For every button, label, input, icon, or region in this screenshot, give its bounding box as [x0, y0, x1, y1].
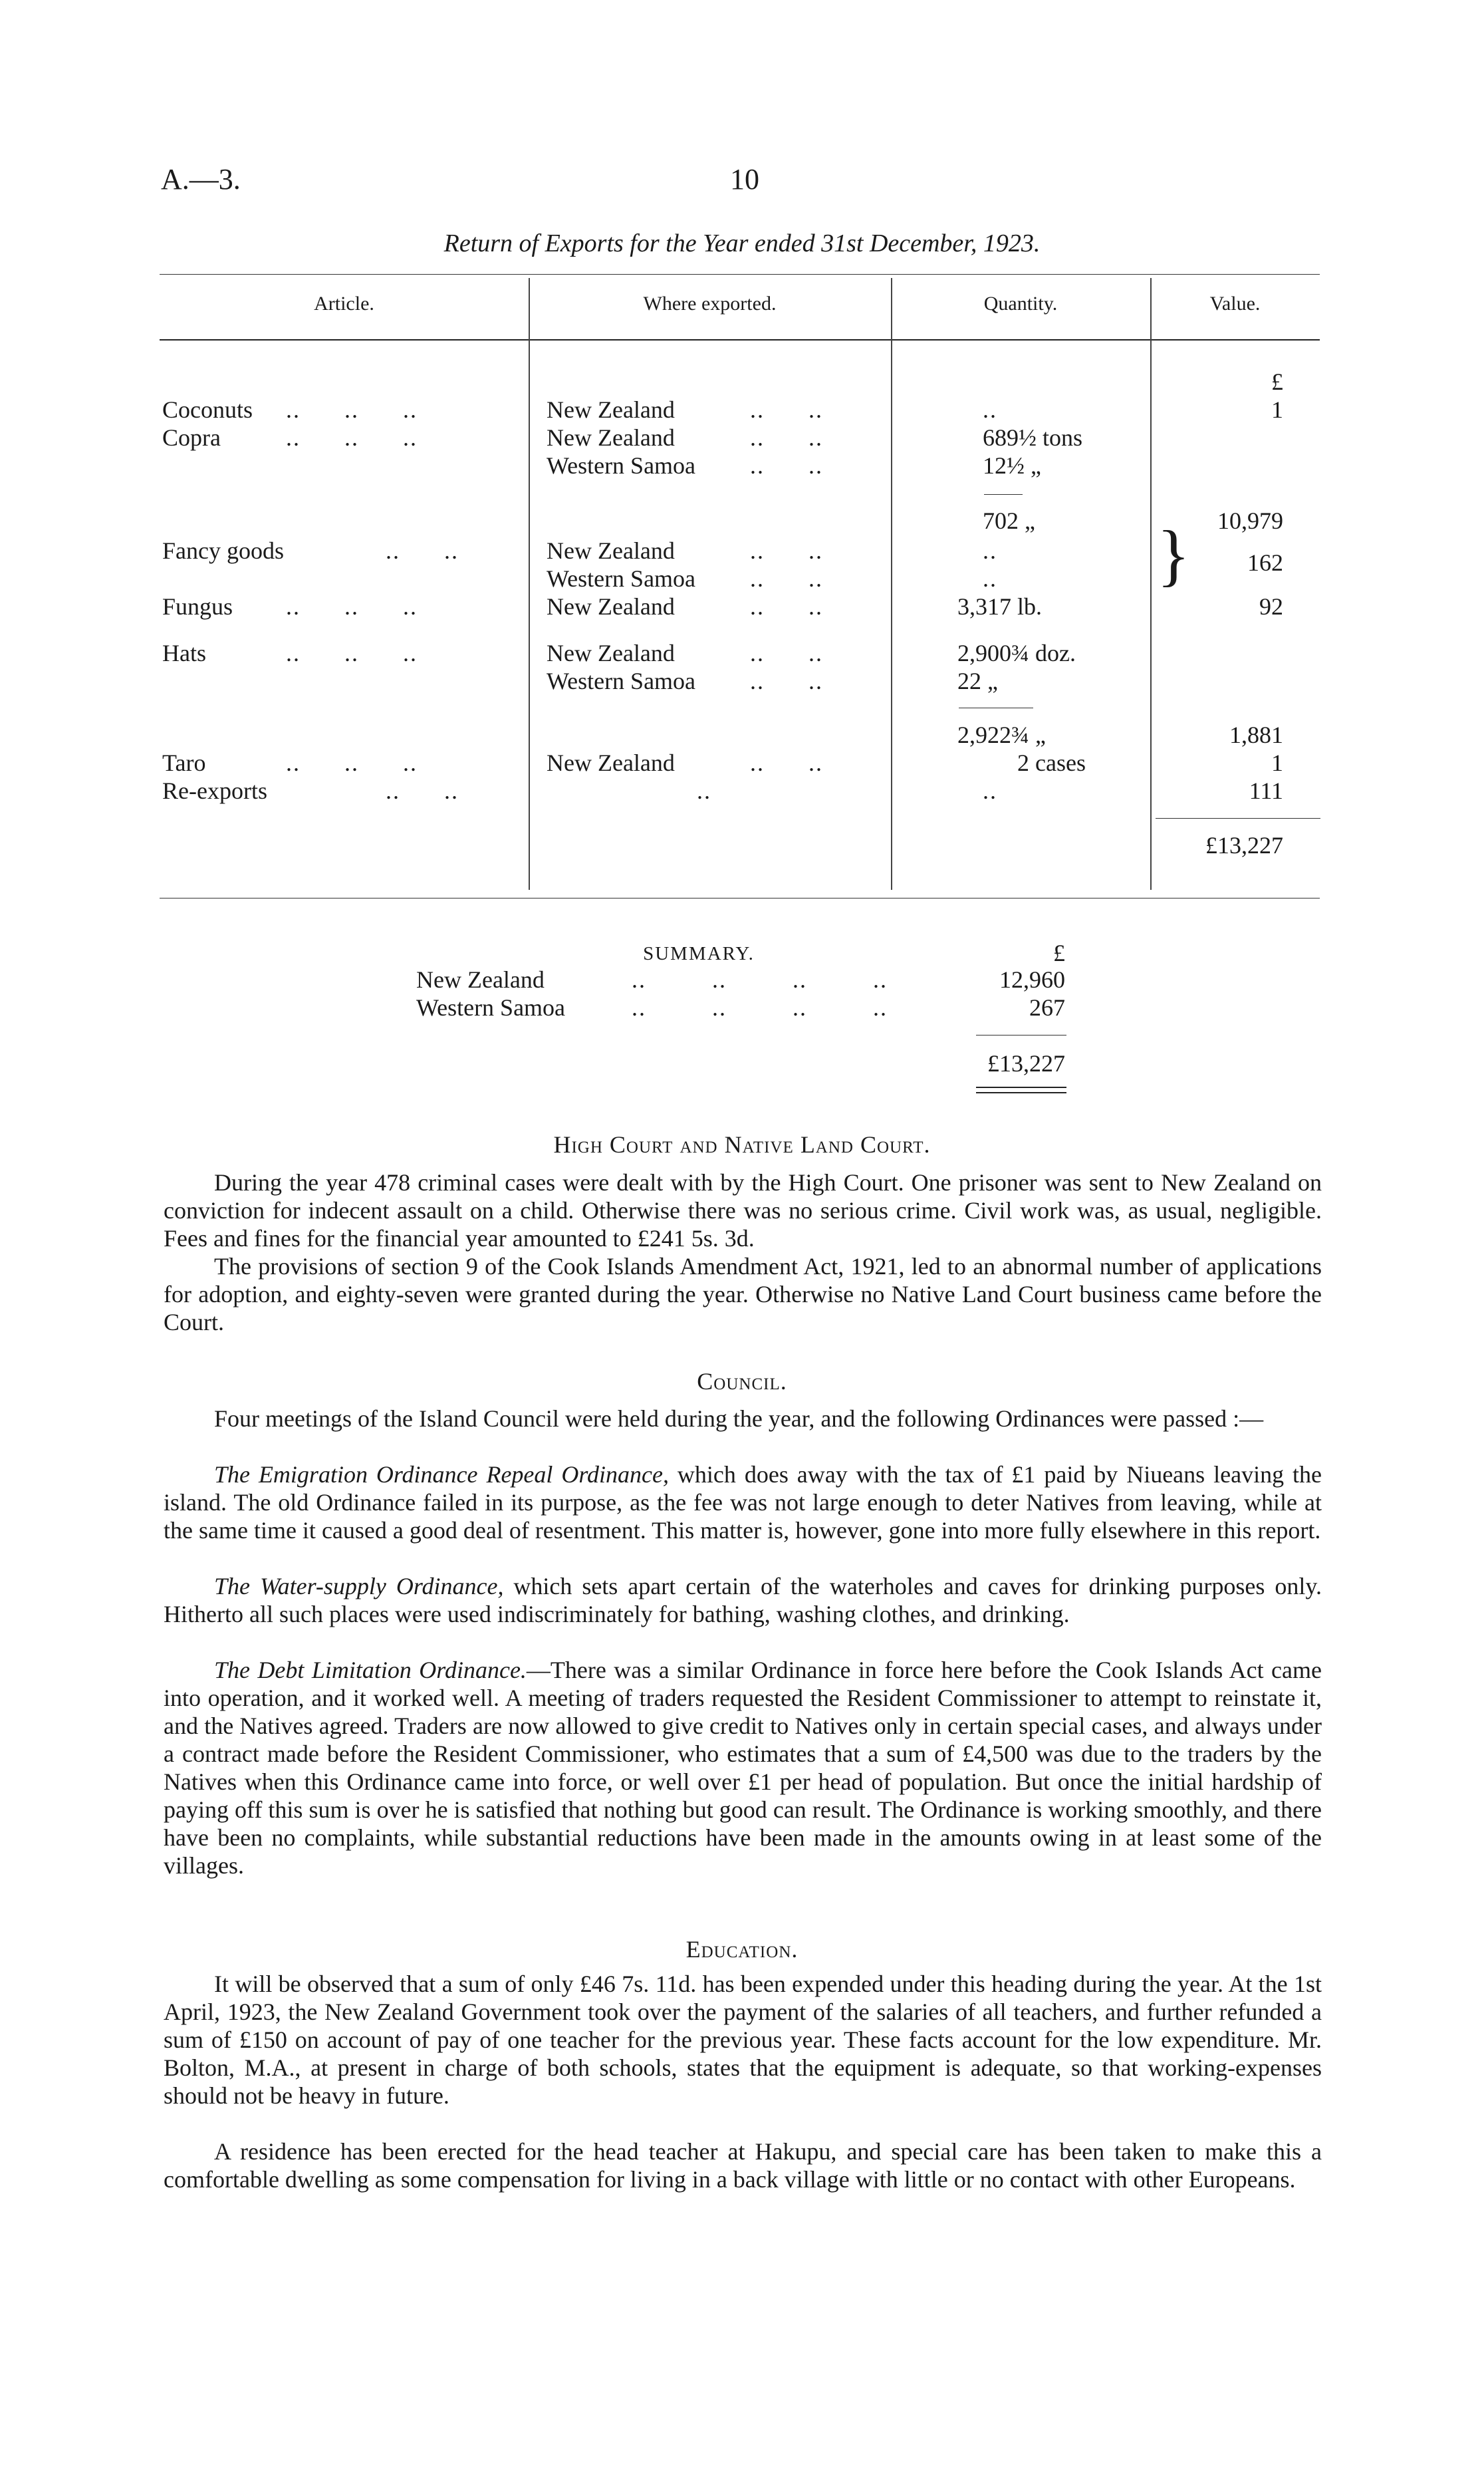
where-cell: New Zealand	[547, 593, 675, 620]
summary-double-rule-bottom	[976, 1092, 1066, 1093]
value-cell: 162	[1247, 549, 1283, 576]
column-divider-1	[529, 278, 530, 890]
column-divider-3	[1150, 278, 1152, 890]
article-cell: Taro	[162, 750, 206, 776]
where-cell: New Zealand	[547, 750, 675, 776]
summary-value: 12,960	[999, 966, 1065, 993]
grouping-brace: }	[1157, 517, 1190, 593]
where-cell: Western Samoa	[547, 565, 696, 592]
article-cell: Re-exports	[162, 777, 267, 804]
leader-dots: .. .. ..	[286, 640, 418, 666]
summary-total: £13,227	[987, 1050, 1065, 1077]
table-header-rule	[160, 339, 1320, 341]
section-heading-court: High Court and Native Land Court.	[553, 1131, 931, 1158]
leader-dots: ..	[983, 537, 997, 564]
quantity-cell: 2,922¾ „	[957, 722, 1046, 748]
value-total-rule	[1156, 818, 1320, 819]
quantity-cell: 689½ tons	[983, 424, 1083, 451]
column-divider-2	[891, 278, 892, 890]
leader-dots: .. ..	[750, 452, 823, 479]
page-number: 10	[730, 163, 759, 196]
summary-heading: SUMMARY.	[643, 943, 755, 964]
leader-dots: ..	[697, 777, 711, 804]
leader-dots: .. ..	[386, 777, 459, 804]
column-header-quantity: Quantity.	[983, 293, 1058, 315]
education-paragraph-1: It will be observed that a sum of only £46 7s. 11d. has been expended under this heading during the year. At the 1st April, 1923, the New Zealand Government took over the payment of the salaries of all teachers, and further refunded a sum of £150 on account of pay of one teacher for the previous year. These facts account for the low expenditure. Mr. Bolton, M.A., at present in charge of both schools, states that the equipment is adequate, so that working-expenses should not be heavy in future.	[164, 1971, 1322, 2109]
article-cell: Fancy goods	[162, 537, 284, 564]
leader-dots: .. ..	[750, 593, 823, 620]
education-paragraph-2: A residence has been erected for the head teacher at Hakupu, and special care has been taken to make this a comfortable dwelling as some compensation for living in a back village with little or no contact with other Europeans.	[164, 2138, 1322, 2193]
quantity-cell: 2,900¾ doz.	[957, 640, 1076, 666]
column-header-where: Where exported.	[643, 293, 777, 315]
value-cell: 1	[1271, 396, 1283, 423]
ordinance-description: which does away with the tax of £1 paid by Niueans leaving the island. The old Ordinance failed in its purpose, as the fee was not large enough to deter Natives from leaving, while at the same time it caused a good deal of resentment. This matter is, however, gone into more fully elsewhere in this report.	[164, 1461, 1322, 1544]
quantity-cell: 3,317 lb.	[957, 593, 1043, 620]
where-cell: New Zealand	[547, 537, 675, 564]
court-paragraph-1: During the year 478 criminal cases were dealt with by the High Court. One prisoner was sent to New Zealand on conviction for indecent assault on a child. Otherwise there was no serious crime. Civil work was, as usual, negligible. Fees and fines for the financial year amounted to £241 5s. 3d.	[164, 1169, 1322, 1252]
article-cell: Coconuts	[162, 396, 253, 423]
leader-dots: ..	[983, 565, 997, 592]
ordinance-description: —There was a similar Ordinance in force here before the Cook Islands Act came into operation, and it worked well. A meeting of traders requested the Resident Commissioner to attempt to reinstate it, and the Natives agreed. Traders are now allowed to give credit to Natives only in certain special cases, and always under a contract made before the Resident Commissioner, who estimates that a sum of £4,500 was due to the traders by the Natives when this Ordinance came into force, or well over £1 per head of population. But once the initial hardship of paying off this sum is over he is satisfied that nothing but good can result. The Ordinance is working smoothly, and there have been no complaints, while substantial reductions have been made in the amounts owing in at least some of the villages.	[164, 1657, 1322, 1879]
column-header-article: Article.	[314, 293, 374, 315]
section-heading-council: Council.	[697, 1368, 787, 1395]
quantity-subtotal-rule	[984, 494, 1023, 495]
leader-dots: .. .. ..	[286, 424, 418, 451]
council-paragraph-1: Four meetings of the Island Council were held during the year, and the following Ordinances were passed :—	[214, 1405, 1264, 1432]
table-title: Return of Exports for the Year ended 31st December, 1923.	[443, 229, 1041, 257]
court-paragraph-2: The provisions of section 9 of the Cook Islands Amendment Act, 1921, led to an abnormal number of applications for adoption, and eighty-seven were granted during the year. Otherwise no Native Land Court business came before the Court.	[164, 1253, 1322, 1335]
leader-dots: .. ..	[750, 396, 823, 423]
summary-value: 267	[1029, 994, 1065, 1021]
leader-dots: ..	[983, 396, 997, 423]
value-cell: 92	[1259, 593, 1283, 620]
summary-double-rule-top	[976, 1087, 1066, 1088]
section-heading-education: Education.	[685, 1936, 799, 1963]
leader-dots: .. ..	[386, 537, 459, 564]
leader-dots: ..	[983, 777, 997, 804]
where-cell: New Zealand	[547, 640, 675, 666]
council-paragraph-4	[164, 1656, 1322, 1879]
council-paragraph-2	[164, 1460, 1322, 1544]
value-cell: 1	[1271, 750, 1283, 776]
article-cell: Fungus	[162, 593, 233, 620]
ordinance-title: The Water-supply Ordinance,	[214, 1573, 504, 1599]
ordinance-description: which sets apart certain of the waterholes and caves for drinking purposes only. Hitherto all such places were used indiscriminately for bathing, washing clothes, and drinking.	[164, 1573, 1322, 1627]
summary-name: Western Samoa	[416, 994, 566, 1021]
quantity-cell: 22 „	[957, 668, 998, 694]
leader-dots: .. .. ..	[286, 593, 418, 620]
leader-dots: .. ..	[750, 668, 823, 694]
leader-dots: .. .. ..	[286, 396, 418, 423]
value-cell: 111	[1249, 777, 1283, 804]
where-cell: New Zealand	[547, 396, 675, 423]
leader-dots: .. .. ..	[286, 750, 418, 776]
leader-dots: .. .. .. ..	[632, 966, 888, 993]
table-total: £13,227	[1205, 832, 1283, 859]
value-cell: 1,881	[1229, 722, 1283, 748]
table-top-rule	[160, 274, 1320, 275]
where-cell: Western Samoa	[547, 452, 696, 479]
article-cell: Hats	[162, 640, 206, 666]
column-header-value: Value.	[1209, 293, 1261, 315]
page-reference: A.—3.	[161, 163, 241, 196]
where-cell: Western Samoa	[547, 668, 696, 694]
ordinance-title: The Debt Limitation Ordinance.	[214, 1657, 527, 1683]
summary-name: New Zealand	[416, 966, 545, 993]
value-cell: 10,979	[1217, 507, 1283, 534]
quantity-cell: 12½ „	[983, 452, 1041, 479]
ordinance-title: The Emigration Ordinance Repeal Ordinance,	[214, 1461, 669, 1488]
summary-currency-symbol: £	[1053, 940, 1065, 966]
leader-dots: .. ..	[750, 424, 823, 451]
council-paragraph-3	[164, 1572, 1322, 1628]
value-currency-symbol: £	[1271, 368, 1283, 395]
article-cell: Copra	[162, 424, 221, 451]
where-cell: New Zealand	[547, 424, 675, 451]
leader-dots: .. .. .. ..	[632, 994, 888, 1021]
leader-dots: .. ..	[750, 640, 823, 666]
leader-dots: .. ..	[750, 537, 823, 564]
quantity-cell: 2 cases	[1017, 750, 1086, 776]
leader-dots: .. ..	[750, 750, 823, 776]
leader-dots: .. ..	[750, 565, 823, 592]
quantity-cell: 702 „	[983, 507, 1035, 534]
